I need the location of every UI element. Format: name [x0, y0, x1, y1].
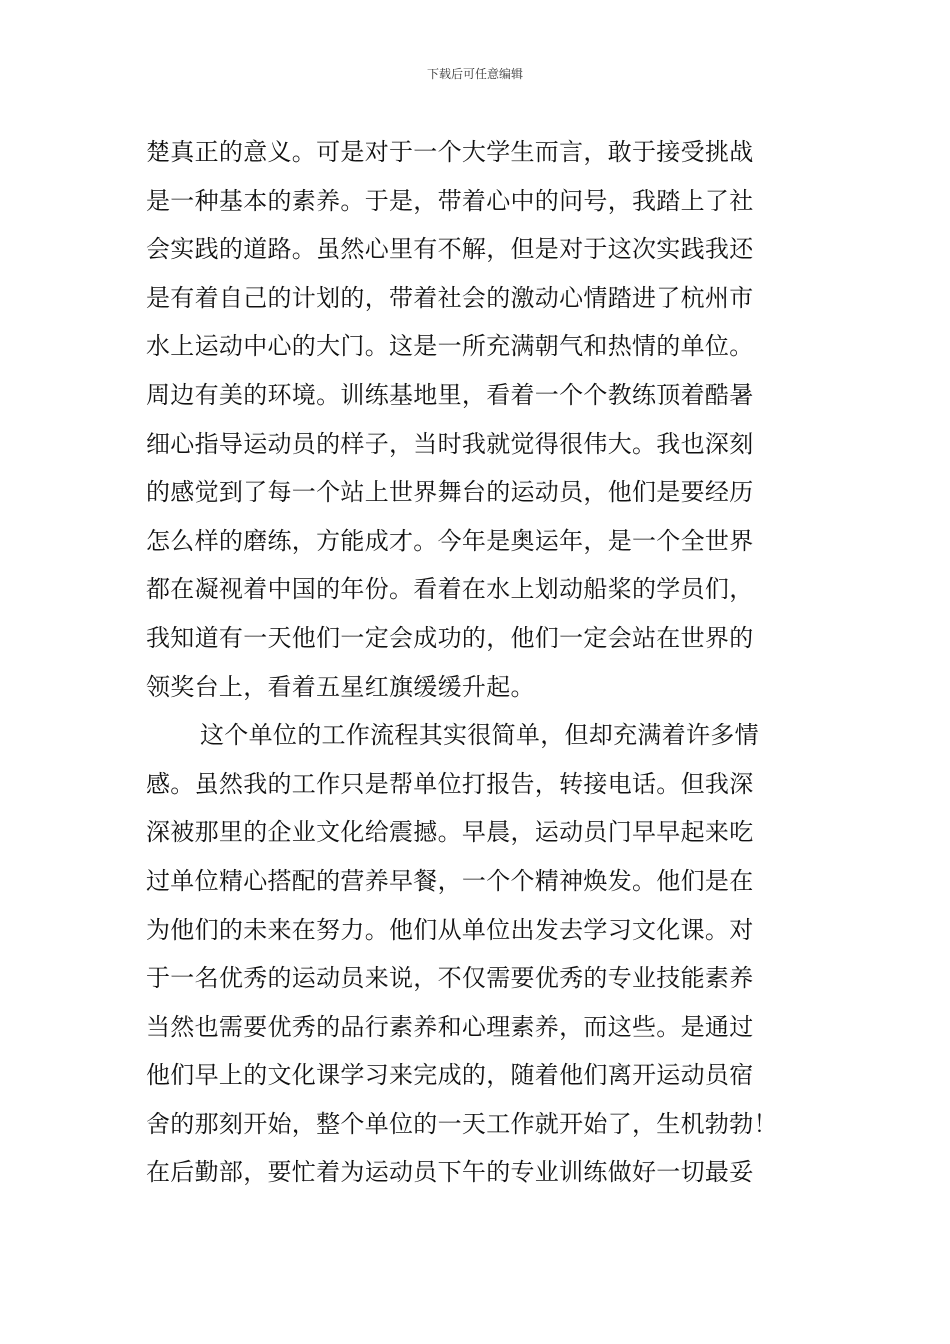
text-line: 水上运动中心的大门。这是一所充满朝气和热情的单位。 — [146, 332, 754, 361]
text-line: 细心指导运动员的样子，当时我就觉得很伟大。我也深刻 — [146, 429, 754, 458]
text-line: 当然也需要优秀的品行素养和心理素养，而这些。是通过 — [146, 1012, 754, 1041]
text-line: 周边有美的环境。训练基地里，看着一个个教练顶着酷暑 — [146, 380, 754, 409]
text-line: 是一种基本的素养。于是，带着心中的问号，我踏上了社 — [146, 186, 754, 215]
text-line: 过单位精心搭配的营养早餐，一个个精神焕发。他们是在 — [146, 866, 754, 895]
text-line: 的感觉到了每一个站上世界舞台的运动员，他们是要经历 — [146, 478, 754, 507]
text-line: 于一名优秀的运动员来说，不仅需要优秀的专业技能素养 — [146, 964, 754, 993]
text-line: 是有着自己的计划的，带着社会的激动心情踏进了杭州市 — [146, 283, 754, 312]
paragraph-start-line: 这个单位的工作流程其实很简单，但却充满着许多情 — [200, 721, 759, 750]
text-line: 感。虽然我的工作只是帮单位打报告，转接电话。但我深 — [146, 769, 754, 798]
document-body — [146, 128, 806, 1197]
text-line: 深被那里的企业文化给震撼。早晨，运动员门早早起来吃 — [146, 818, 754, 847]
text-line: 他们早上的文化课学习来完成的，随着他们离开运动员宿 — [146, 1061, 754, 1090]
text-line: 楚真正的意义。可是对于一个大学生而言，敢于接受挑战 — [146, 138, 754, 166]
page-header-note: 下载后可任意编辑 — [426, 67, 523, 81]
text-line: 我知道有一天他们一定会成功的，他们一定会站在世界的 — [146, 623, 754, 652]
text-line: 在后勤部，要忙着为运动员下午的专业训练做好一切最妥 — [146, 1158, 754, 1187]
text-line: 都在凝视着中国的年份。看着在水上划动船桨的学员们， — [146, 575, 754, 604]
text-line: 领奖台上，看着五星红旗缓缓升起。 — [146, 672, 535, 701]
text-line: 舍的那刻开始，整个单位的一天工作就开始了，生机勃勃！ — [146, 1109, 778, 1138]
text-line: 会实践的道路。虽然心里有不解，但是对于这次实践我还 — [146, 235, 754, 264]
text-line: 怎么样的磨练，方能成才。今年是奥运年，是一个全世界 — [146, 526, 754, 555]
text-line: 为他们的未来在努力。他们从单位出发去学习文化课。对 — [146, 915, 754, 944]
